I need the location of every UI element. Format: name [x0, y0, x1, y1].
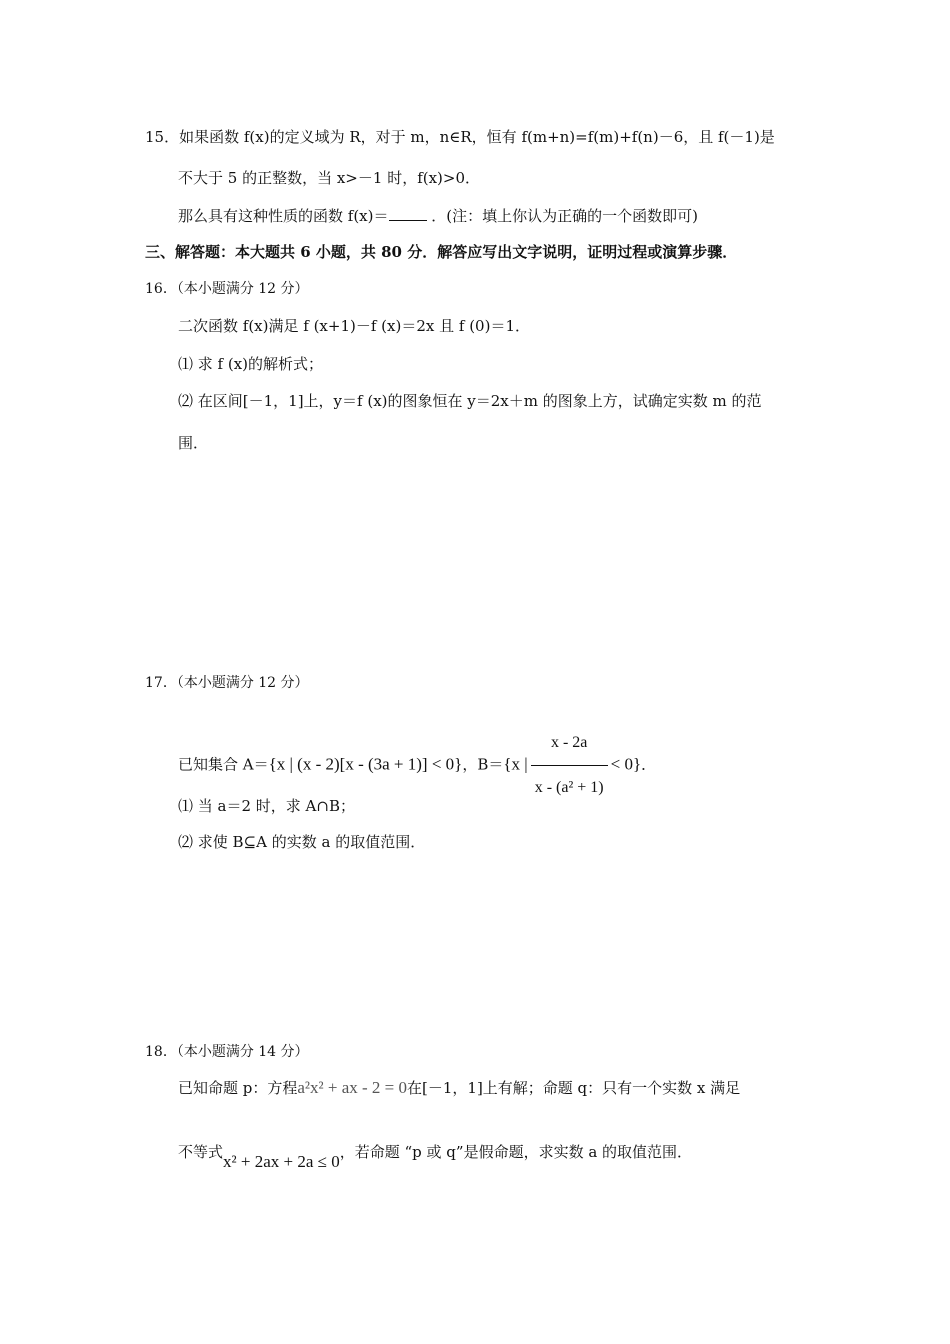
q16-stem: 二次函数 f(x)满足 f (x+1)－f (x)＝2x 且 f (0)＝1．	[178, 317, 530, 335]
q16-part1: ⑴ 求 f (x)的解析式；	[178, 355, 324, 373]
q16-part2: ⑵ 在区间[－1，1]上，y＝f (x)的图象恒在 y＝2x＋m 的图象上方，试确定实数 m 的范	[178, 392, 762, 410]
inequality-expression: x² + 2ax + 2a ≤ 0	[223, 1152, 340, 1171]
set-b-suffix: < 0}	[610, 754, 642, 774]
q18-line1	[178, 1078, 740, 1098]
q18-line2-prefix: 不等式	[178, 1143, 224, 1161]
set-b-numerator: x - 2a	[531, 721, 608, 766]
q17-stem-prefix: 已知集合 A＝	[178, 755, 269, 774]
q16-header: 16．（本小题满分 12 分）	[145, 281, 309, 297]
q17-part2: ⑵ 求使 B⊆A 的实数 a 的取值范围．	[178, 833, 426, 851]
q18-header: 18．（本小题满分 14 分）	[145, 1044, 309, 1060]
q17-stem-end: ．	[641, 755, 657, 774]
section-3-heading: 三、解答题：本大题共 6 小题，共 80 分．解答应写出文字说明，证明过程或演算步骤．	[145, 243, 738, 261]
q18-line2-suffix: ，若命题 “p 或 q”是假命题，求实数 a 的取值范围．	[339, 1143, 693, 1161]
q15-line2: 不大于 5 的正整数，当 x>－1 时，f(x)>0．	[178, 169, 481, 187]
quadratic-equation: a²x² + ax - 2 = 0	[297, 1078, 407, 1097]
set-b-denominator: x - (a² + 1)	[534, 779, 604, 796]
q17-stem-mid: ，B＝	[462, 755, 504, 774]
q16-part2-cont: 围．	[178, 434, 209, 452]
q18-line1-prefix: 已知命题 p：方程	[178, 1079, 298, 1097]
q18-line1-suffix: 在[－1，1]上有解；命题 q：只有一个实数 x 满足	[407, 1079, 741, 1097]
q15-line1: 15．如果函数 f(x)的定义域为 R，对于 m，n∈R，恒有 f(m+n)=f(m)+f(n)－6，且 f(－1)是	[145, 128, 775, 146]
q17-part1: ⑴ 当 a＝2 时，求 A∩B；	[178, 797, 355, 815]
q18-line2	[178, 1137, 693, 1171]
set-b-fraction	[531, 721, 608, 810]
q17-header: 17．（本小题满分 12 分）	[145, 675, 309, 691]
q15-line3-prefix: 那么具有这种性质的函数 f(x)＝	[178, 207, 389, 225]
q15-line3	[178, 205, 698, 226]
set-b-prefix: {x |	[503, 754, 528, 774]
q15-line3-suffix: ．(注：填上你认为正确的一个函数即可)	[431, 207, 698, 225]
answer-blank	[389, 205, 427, 221]
set-a-expression: {x | (x - 2)[x - (3a + 1)] < 0}	[268, 754, 463, 774]
